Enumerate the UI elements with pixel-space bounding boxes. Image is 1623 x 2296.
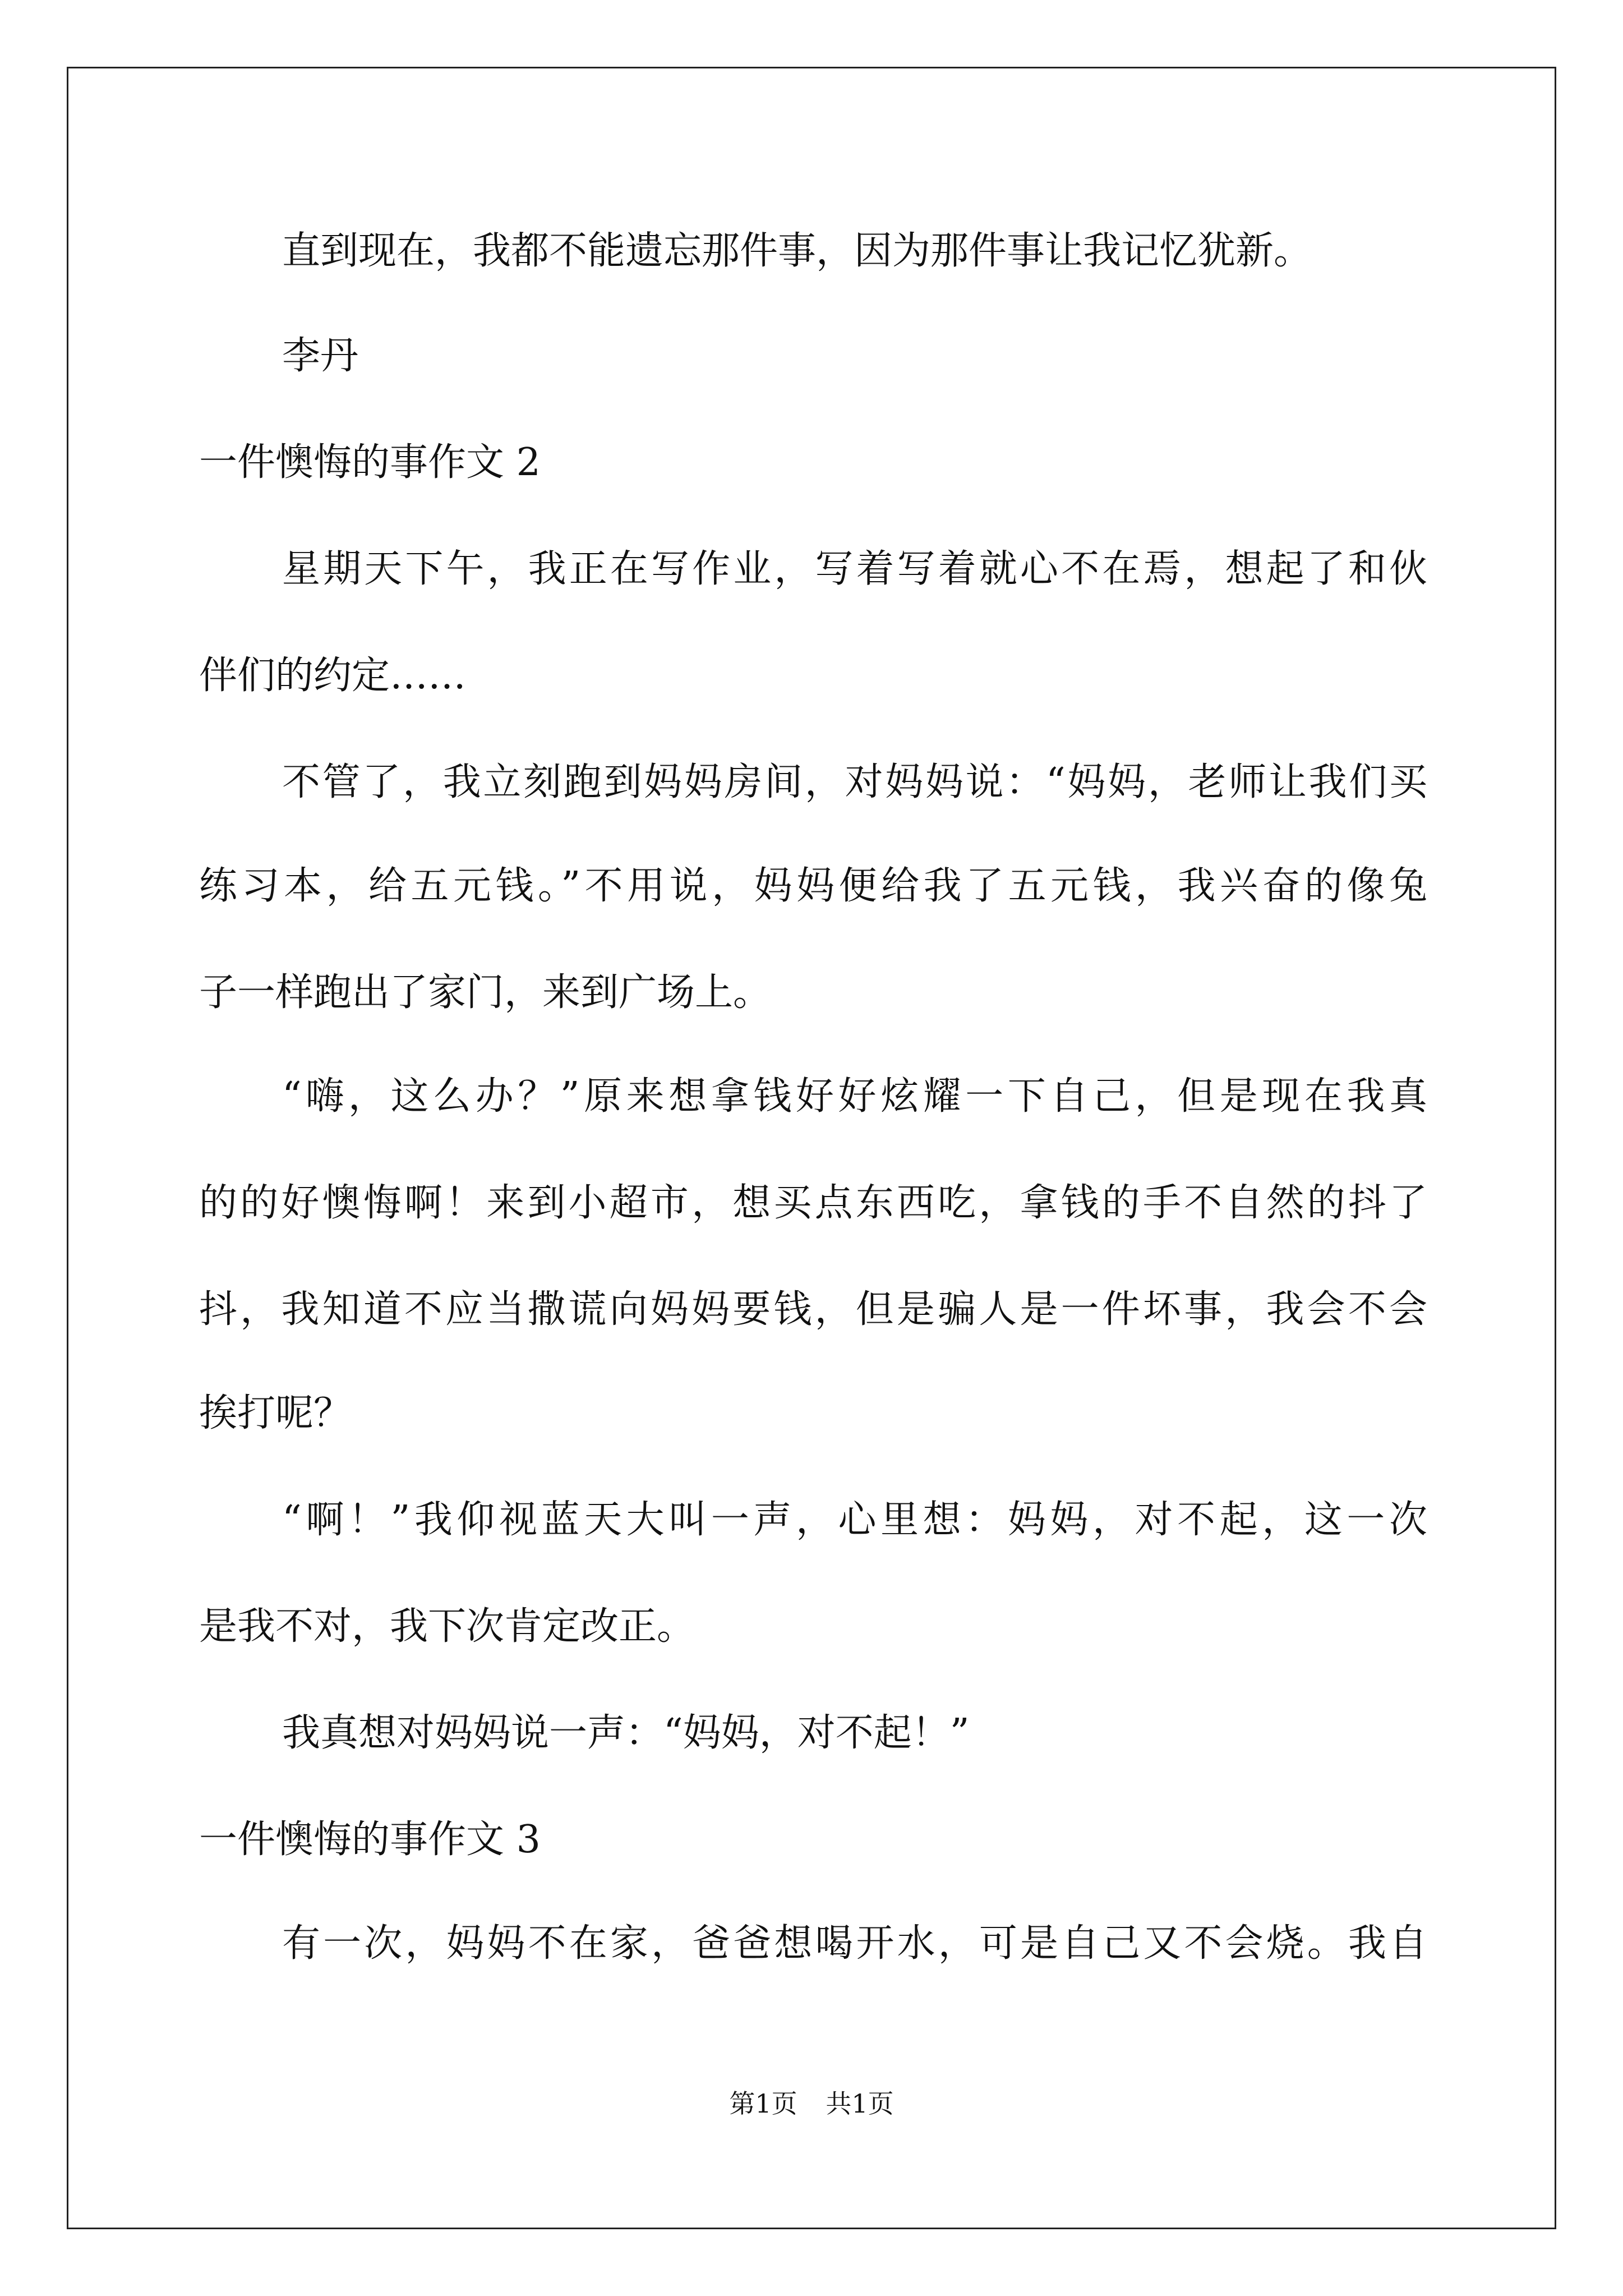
- paragraph-line: 星期天下午，我正在写作业，写着写着就心不在焉，想起了和伙: [282, 547, 1427, 591]
- author-name: 李丹: [282, 334, 359, 378]
- paragraph-line: “啊！”我仰视蓝天大叫一声，心里想：妈妈，对不起，这一次: [282, 1498, 1427, 1542]
- paragraph-line: 有一次，妈妈不在家，爸爸想喝开水，可是自己又不会烧。我自: [282, 1921, 1427, 1966]
- page-total: 共1页: [826, 2088, 894, 2119]
- page-footer: [0, 2087, 1623, 2120]
- paragraph-line: 伴们的约定……: [199, 654, 467, 698]
- paragraph-line: 直到现在，我都不能遗忘那件事，因为那件事让我记忆犹新。: [282, 229, 1312, 273]
- paragraph-line: 不管了，我立刻跑到妈妈房间，对妈妈说：“妈妈，老师让我们买: [282, 760, 1427, 804]
- section-heading: 一件懊悔的事作文 3: [199, 1818, 541, 1862]
- page-number: 第1页: [729, 2088, 797, 2119]
- paragraph-line: 的的好懊悔啊！来到小超市，想买点东西吃，拿钱的手不自然的抖了: [199, 1181, 1427, 1225]
- paragraph-line: 我真想对妈妈说一声：“妈妈，对不起！”: [282, 1711, 970, 1755]
- paragraph-line: 抖，我知道不应当撒谎向妈妈要钱，但是骗人是一件坏事，我会不会: [199, 1287, 1427, 1332]
- paragraph-line: 练习本，给五元钱。”不用说，妈妈便给我了五元钱，我兴奋的像兔: [199, 864, 1427, 908]
- page-border: [67, 67, 1556, 2229]
- paragraph-line: 子一样跑出了家门，来到广场上。: [199, 970, 772, 1015]
- paragraph-line: 挨打呢？: [199, 1391, 352, 1435]
- paragraph-line: 是我不对，我下次肯定改正。: [199, 1604, 695, 1649]
- section-heading: 一件懊悔的事作文 2: [199, 440, 541, 485]
- paragraph-line: “嗨，这么办？”原来想拿钱好好炫耀一下自己，但是现在我真: [282, 1074, 1427, 1119]
